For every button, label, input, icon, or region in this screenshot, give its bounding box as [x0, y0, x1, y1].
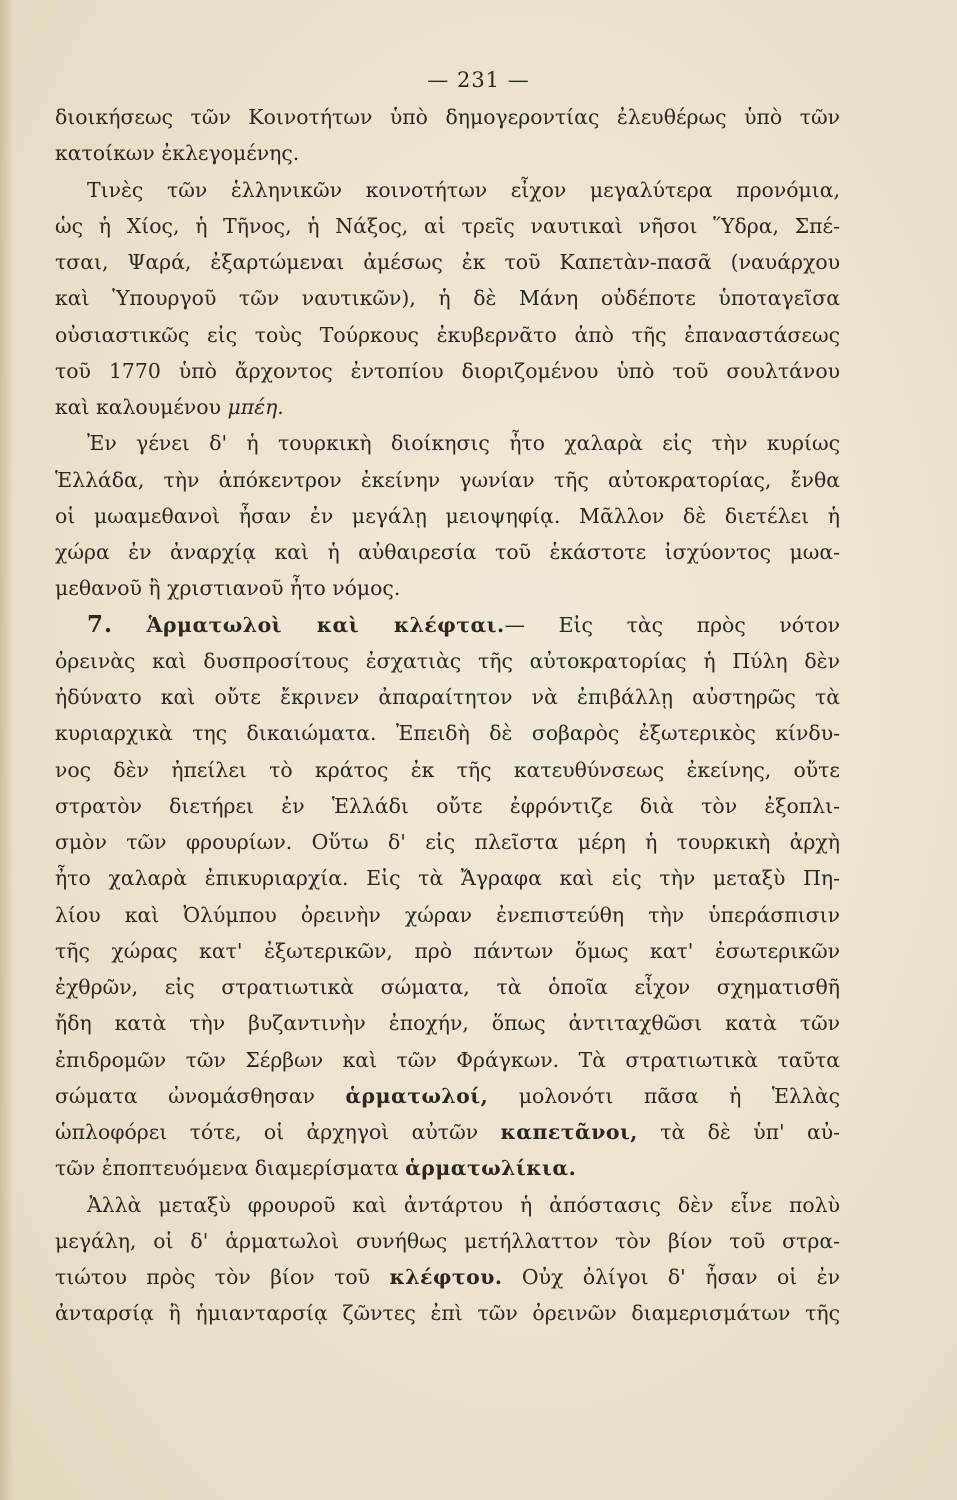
text-line: ἐπιδρομῶν τῶν Σέρβων καὶ τῶν Φράγκων. Τὰ στρατιωτικὰ ταῦτα: [55, 1047, 840, 1072]
text-line: τσαι, Ψαρά, ἐξαρτώμεναι ἀμέσως ἐκ τοῦ Καπετὰν-πασᾶ (ναυάρχου: [55, 250, 840, 274]
text-line: τοῦ 1770 ὑπὸ ἄρχοντος ἐντοπίου διοριζομένου ὑπὸ τοῦ σουλτάνου: [55, 358, 840, 383]
section-dash: —: [504, 612, 526, 637]
text-fragment: μολονότι πᾶσα ἡ Ἑλλὰς: [518, 1083, 840, 1108]
page-binding-shadow: [0, 0, 14, 1500]
body-text: [55, 99, 840, 1332]
text-line: [55, 1078, 840, 1114]
italic-term-bey: μπέη.: [227, 395, 284, 419]
text-line: μεθανοῦ ἢ χριστιανοῦ ἦτο νόμος.: [55, 576, 401, 601]
text-line: νος δὲν ἠπείλει τὸ κράτος ἐκ τῆς κατευθύνσεως ἐκείνης, οὔτε: [55, 757, 840, 782]
text-line: οὐσιαστικῶς εἰς τοὺς Τούρκους ἐκυβερνᾶτο ἀπὸ τῆς ἐπαναστάσεως: [55, 322, 840, 347]
text-line: χώρα ἐν ἀναρχίᾳ καὶ ἡ αὐθαιρεσία τοῦ ἑκάστοτε ἰσχύοντος μωα-: [55, 540, 840, 564]
text-line: ἤδη κατὰ τὴν βυζαντινὴν ἐποχήν, ὅπως ἀντιταχθῶσι κατὰ τῶν: [55, 1011, 840, 1036]
text-line: ἦτο χαλαρὰ ἐπικυριαρχία. Εἰς τὰ Ἄγραφα καὶ εἰς τὴν μεταξὺ Πη-: [55, 866, 840, 891]
text-line: Ἑλλάδα, τὴν ἀπόκεντρον ἐκείνην γωνίαν τῆς αὐτοκρατορίας, ἔνθα: [55, 467, 840, 492]
text-line: ἐχθρῶν, εἰς στρατιωτικὰ σώματα, τὰ ὁποῖα εἶχον σχηματισθῆ: [55, 975, 840, 999]
paragraph-start-line: Τινὲς τῶν ἑλληνικῶν κοινοτήτων εἶχον μεγαλύτερα προνόμια,: [87, 177, 840, 202]
text-line: καὶ Ὑπουργοῦ τῶν ναυτικῶν), ἡ δὲ Μάνη οὐδέποτε ὑποταγεῖσα: [55, 286, 840, 311]
text-line: ὀρεινὰς καὶ δυσπροσίτους ἐσχατιὰς τῆς αὐτοκρατορίας ἡ Πύλη δὲν: [55, 648, 840, 673]
text-line: στρατὸν διετήρει ἐν Ἑλλάδι οὔτε ἐφρόντιζε διὰ τὸν ἐξοπλι-: [55, 793, 840, 818]
text-line: μεγάλη, οἱ δ' ἁρματωλοὶ συνήθως μετήλλαττον τὸν βίον τοῦ στρα-: [55, 1228, 840, 1253]
bold-term-kleftou: κλέφτου.: [389, 1265, 503, 1289]
text-line: ἠδύνατο καὶ οὔτε ἔκρινεν ἀπαραίτητον νὰ ἐπιβάλλῃ αὐστηρῶς τὰ: [55, 685, 840, 709]
text-fragment: σώματα ὠνομάσθησαν: [55, 1083, 315, 1108]
text-line: οἱ μωαμεθανοὶ ἦσαν ἐν μεγάλῃ μειοψηφίᾳ. Μᾶλλον δὲ διετέλει ἡ: [55, 503, 840, 528]
text-fragment: ὡπλοφόρει τότε, οἱ ἀρχηγοὶ αὐτῶν: [55, 1120, 479, 1144]
text-line: σμὸν τῶν φρουρίων. Οὕτω δ' εἰς πλεῖστα μέρη ἡ τουρκικὴ ἀρχὴ: [55, 830, 840, 854]
bold-term-armatolikia: ἁρματωλίκια.: [405, 1156, 577, 1181]
bold-term-kapetanoi: καπετᾶνοι,: [500, 1120, 638, 1144]
text-fragment: τὰ δὲ ὑπ' αὐ-: [660, 1120, 840, 1144]
section-heading-line: [55, 607, 840, 643]
text-fragment: Οὐχ ὀλίγοι δ' ἦσαν οἱ ἐν: [521, 1265, 840, 1289]
text-line: [55, 1150, 840, 1186]
paragraph-start-line: Ἐν γένει δ' ἡ τουρκικὴ διοίκησις ἦτο χαλαρὰ εἰς τὴν κυρίως: [87, 431, 840, 456]
text-line: ὡς ἡ Χίος, ἡ Τῆνος, ἡ Νάξος, αἱ τρεῖς ναυτικαὶ νῆσοι Ὕδρα, Σπέ-: [55, 213, 840, 238]
text-line: ἀνταρσίᾳ ἢ ἡμιανταρσίᾳ ζῶντες ἐπὶ τῶν ὀρεινῶν διαμερισμάτων τῆς: [55, 1301, 840, 1326]
section-heading: Ἁρματωλοὶ καὶ κλέφται.: [146, 612, 505, 637]
text-fragment: τῶν ἐποπτευόμενα διαμερίσματα: [55, 1156, 399, 1181]
section-number: 7.: [87, 610, 114, 638]
text-line: λίου καὶ Ὀλύμπου ὀρεινὴν χώραν ἐνεπιστεύθη τὴν ὑπεράσπισιν: [55, 902, 840, 927]
text-line: [55, 1114, 840, 1150]
page-number: — 231 —: [427, 68, 530, 92]
text-line: τῆς χώρας κατ' ἐξωτερικῶν, πρὸ πάντων ὅμως κατ' ἐσωτερικῶν: [55, 938, 840, 963]
bold-term-armatoloi: ἁρματωλοί,: [345, 1083, 489, 1108]
text-fragment: τιώτου πρὸς τὸν βίον τοῦ: [55, 1265, 371, 1289]
text-fragment: καὶ καλουμένου: [55, 395, 221, 419]
text-fragment: Εἰς τὰς πρὸς νότον: [558, 612, 840, 637]
text-line: [55, 389, 840, 425]
text-line: διοικήσεως τῶν Κοινοτήτων ὑπὸ δημογεροντίας ἐλευθέρως ὑπὸ τῶν: [55, 105, 840, 129]
paragraph-start-line: Ἀλλὰ μεταξὺ φρουροῦ καὶ ἀντάρτου ἡ ἀπόστασις δὲν εἶνε πολὺ: [87, 1192, 840, 1217]
text-line: [55, 1259, 840, 1295]
text-line: κυριαρχικὰ της δικαιώματα. Ἐπειδὴ δὲ σοβαρὸς ἐξωτερικὸς κίνδυ-: [55, 721, 840, 746]
text-line: κατοίκων ἐκλεγομένης.: [55, 141, 300, 166]
